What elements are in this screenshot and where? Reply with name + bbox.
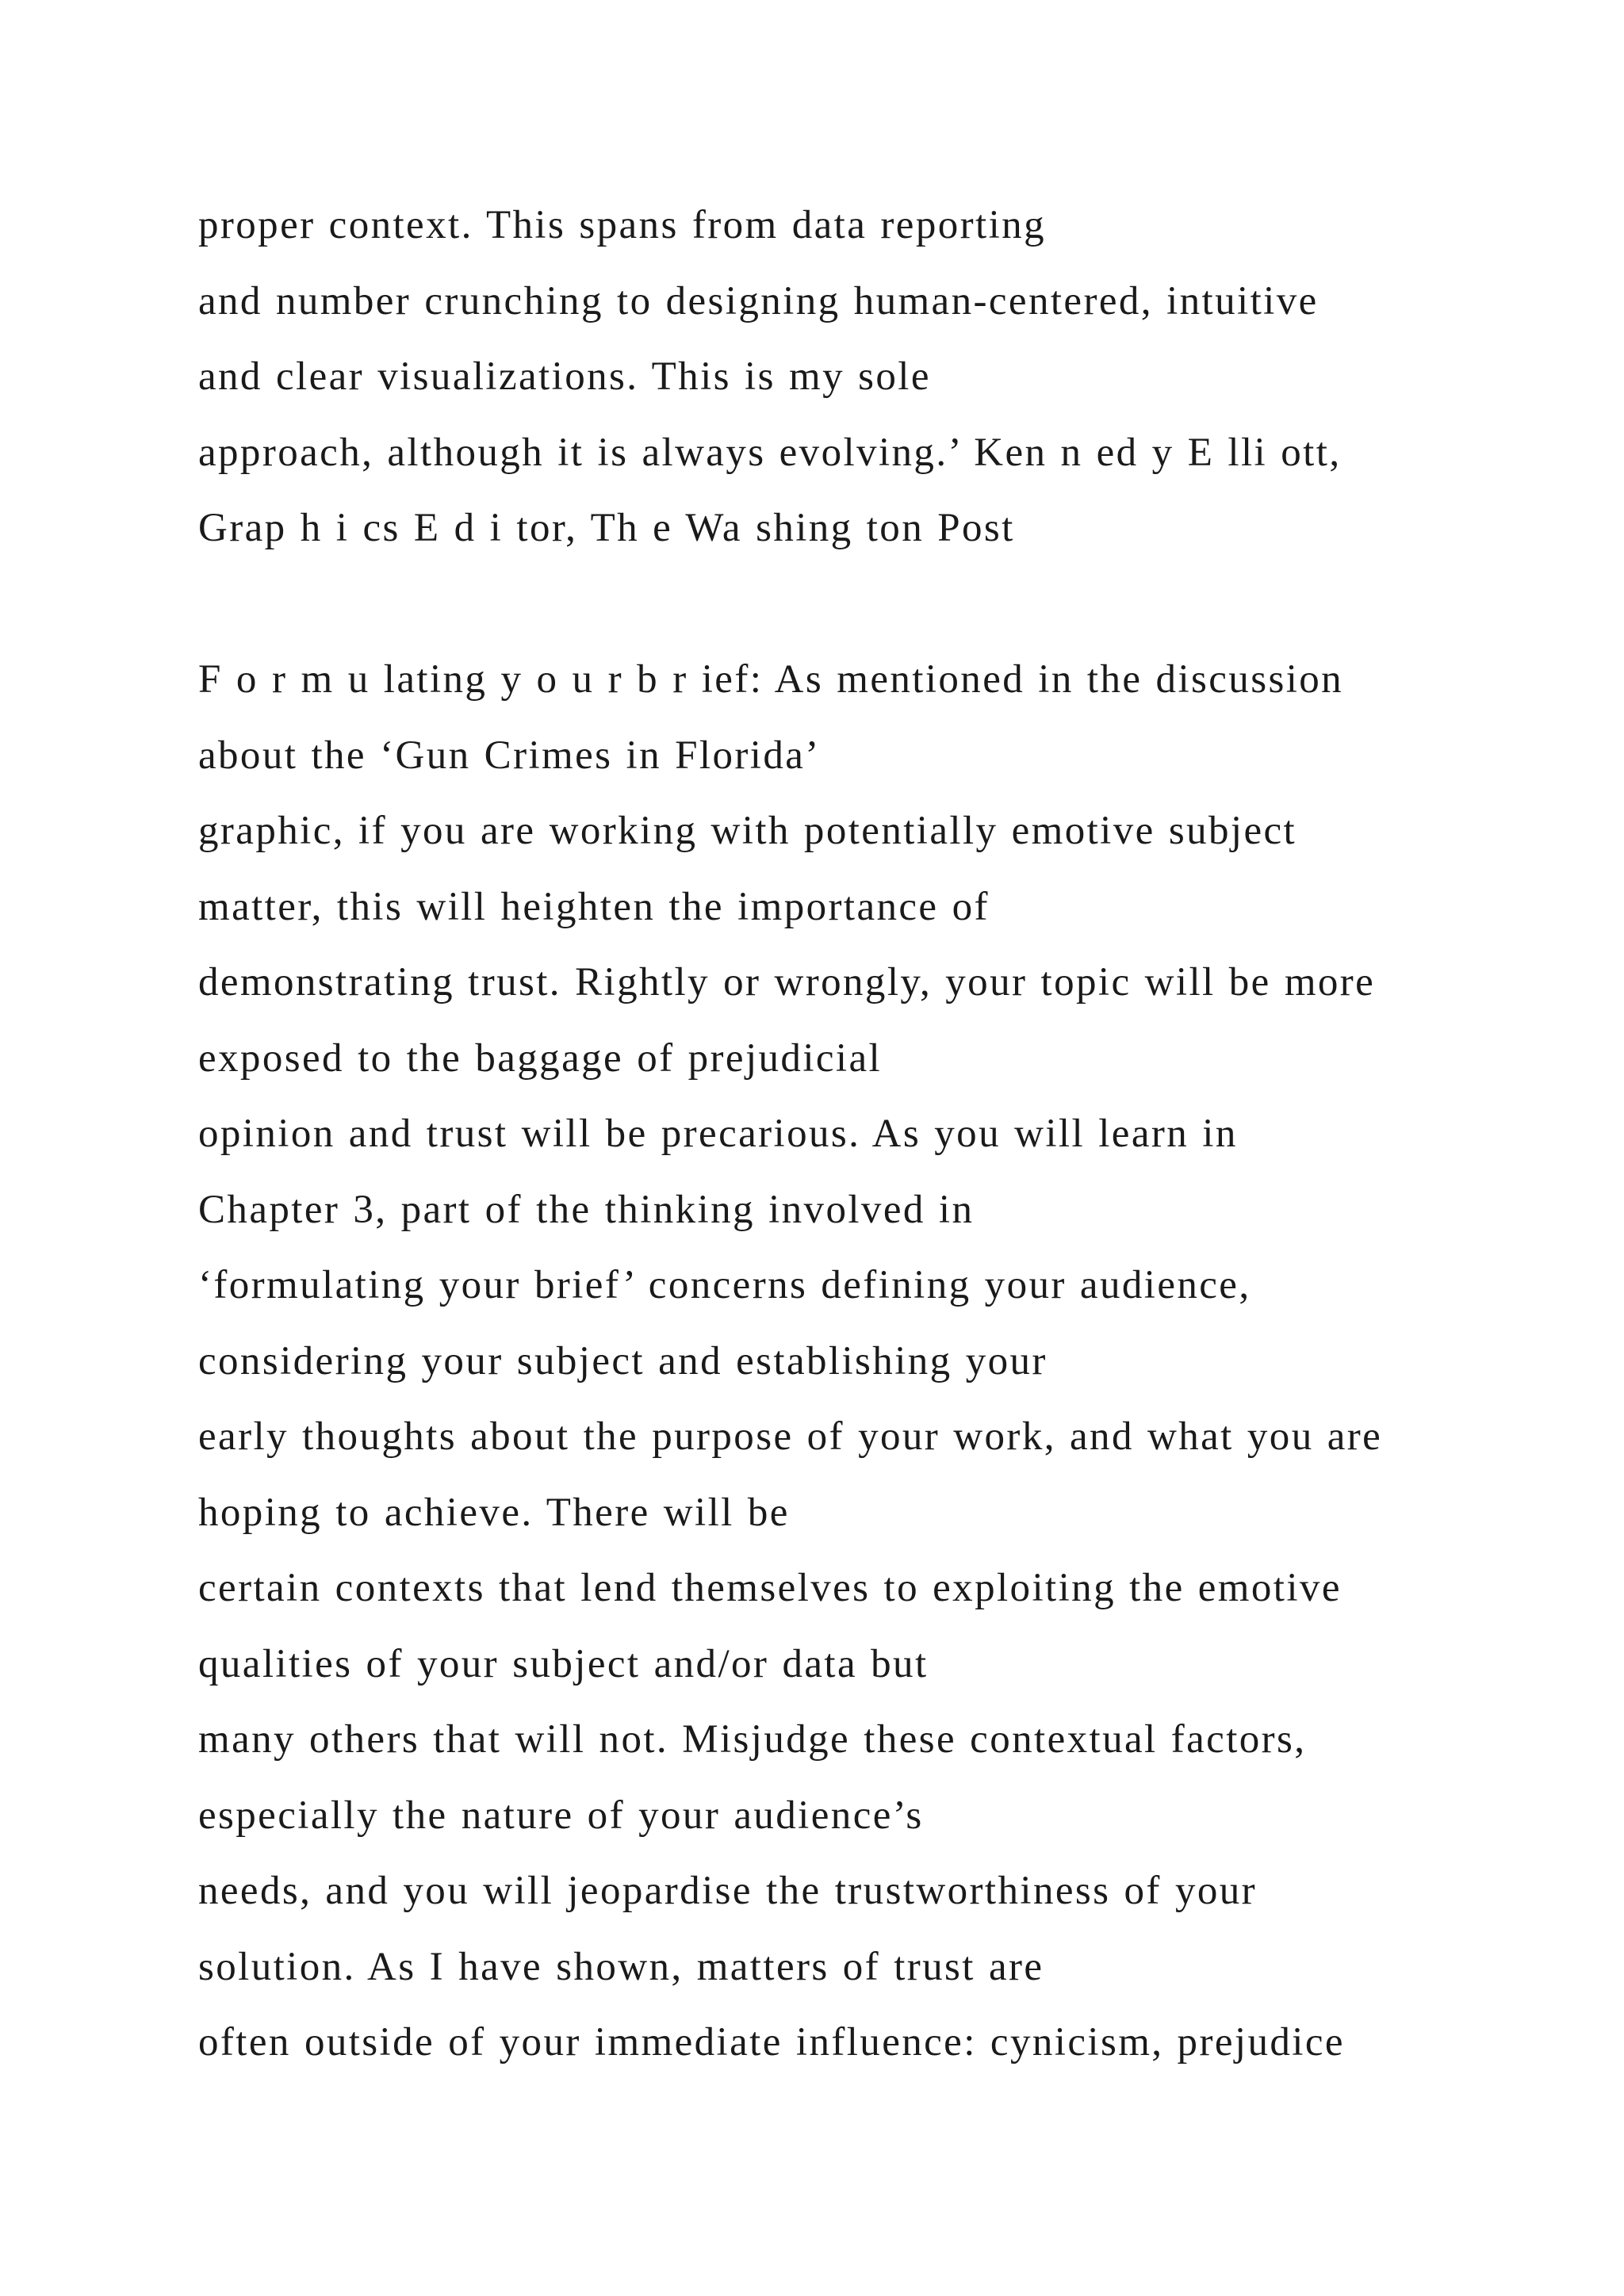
text-line: early thoughts about the purpose of your work, and what you are [198,1414,1383,1459]
text-line: proper context. This spans from data reporting [198,203,1046,247]
text-line: ‘formulating your brief’ concerns defining your audience, [198,1263,1251,1307]
text-line: Grap h i cs E d i tor, Th e Wa shing ton Post [198,506,1015,550]
text-line: hoping to achieve. There will be [198,1490,790,1535]
text-line: F o r m u lating y o u r b r ief: As mentioned in the discussion [198,657,1344,702]
text-line: considering your subject and establishing your [198,1338,1048,1383]
text-line: many others that will not. Misjudge these contextual factors, [198,1717,1307,1762]
text-line: especially the nature of your audience’s [198,1793,924,1838]
text-line: exposed to the baggage of prejudicial [198,1035,883,1081]
text-line: about the ‘Gun Crimes in Florida’ [198,733,821,778]
text-line: and clear visualizations. This is my sole [198,354,931,399]
text-line: needs, and you will jeopardise the trustworthiness of your [198,1869,1258,1913]
text-line: Chapter 3, part of the thinking involved in [198,1187,975,1232]
text-line: often outside of your immediate influence: cynicism, prejudice [198,2020,1345,2064]
text-line: demonstrating trust. Rightly or wrongly, your topic will be more [198,960,1376,1004]
paragraph-gap [198,567,1546,643]
text-line: and number crunching to designing human-centered, intuitive [198,278,1319,323]
text-line: approach, although it is always evolving.’ Ken n ed y E lli ott, [198,430,1342,475]
text-line: graphic, if you are working with potentially emotive subject [198,809,1297,853]
body-text [198,188,1546,2081]
text-line: certain contexts that lend themselves to exploiting the emotive [198,1566,1342,1610]
paragraph-formulating-brief [198,642,1546,2081]
text-line: solution. As I have shown, matters of trust are [198,1944,1044,1989]
text-line: qualities of your subject and/or data but [198,1641,929,1686]
paragraph-quote-end [198,188,1546,567]
text-line: matter, this will heighten the importance of [198,884,990,929]
text-line: opinion and trust will be precarious. As you will learn in [198,1112,1238,1156]
